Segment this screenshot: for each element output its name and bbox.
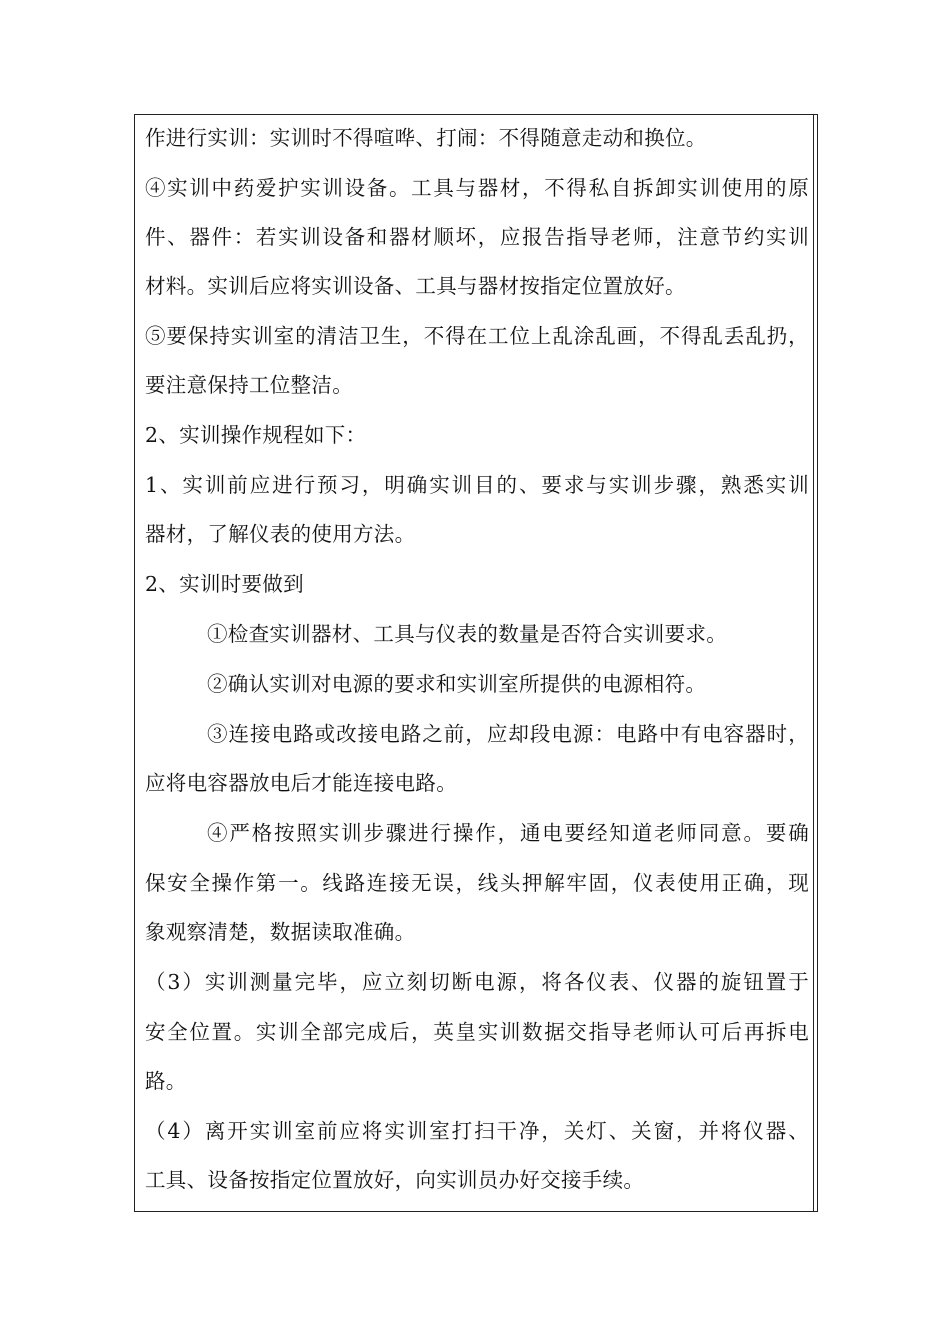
text-line: 2、实训时要做到	[145, 572, 304, 596]
text-line: （4）离开实训室前应将实训室打扫干净，关灯、关窗，并将仪器、	[145, 1119, 809, 1143]
text-line: 2、实训操作规程如下：	[145, 423, 367, 447]
text-line: 保安全操作第一。线路连接无误，线头押解牢固，仪表使用正确，现	[145, 871, 809, 895]
text-line: 材料。实训后应将实训设备、工具与器材按指定位置放好。	[145, 274, 686, 298]
text-line: 安全位置。实训全部完成后，英皇实训数据交指导老师认可后再拆电	[145, 1020, 809, 1044]
document-frame	[134, 114, 818, 1212]
text-line: ④严格按照实训步骤进行操作，通电要经知道老师同意。要确	[207, 821, 809, 845]
text-line: ③连接电路或改接电路之前，应却段电源：电路中有电容器时，	[207, 722, 809, 746]
text-line: ⑤要保持实训室的清洁卫生，不得在工位上乱涂乱画，不得乱丢乱扔，	[145, 324, 809, 348]
text-line: ①检查实训器材、工具与仪表的数量是否符合实训要求。	[207, 622, 727, 646]
text-line: 1、实训前应进行预习，明确实训目的、要求与实训步骤，熟悉实训	[145, 473, 809, 497]
text-line: 要注意保持工位整洁。	[145, 373, 353, 397]
text-line: 器材，了解仪表的使用方法。	[145, 522, 416, 546]
text-line: 作进行实训：实训时不得喧哗、打闹：不得随意走动和换位。	[145, 126, 707, 150]
text-line: （3）实训测量完毕，应立刻切断电源，将各仪表、仪器的旋钮置于	[145, 970, 809, 994]
text-line: ②确认实训对电源的要求和实训室所提供的电源相符。	[207, 672, 707, 696]
text-line: 工具、设备按指定位置放好，向实训员办好交接手续。	[145, 1168, 645, 1192]
text-line: ④实训中药爱护实训设备。工具与器材，不得私自拆卸实训使用的原	[145, 176, 809, 200]
text-line: 象观察清楚，数据读取准确。	[145, 920, 416, 944]
text-line: 应将电容器放电后才能连接电路。	[145, 771, 457, 795]
text-line: 路。	[145, 1069, 187, 1093]
text-line: 件、器件：若实训设备和器材顺坏，应报告指导老师，注意节约实训	[145, 225, 809, 249]
